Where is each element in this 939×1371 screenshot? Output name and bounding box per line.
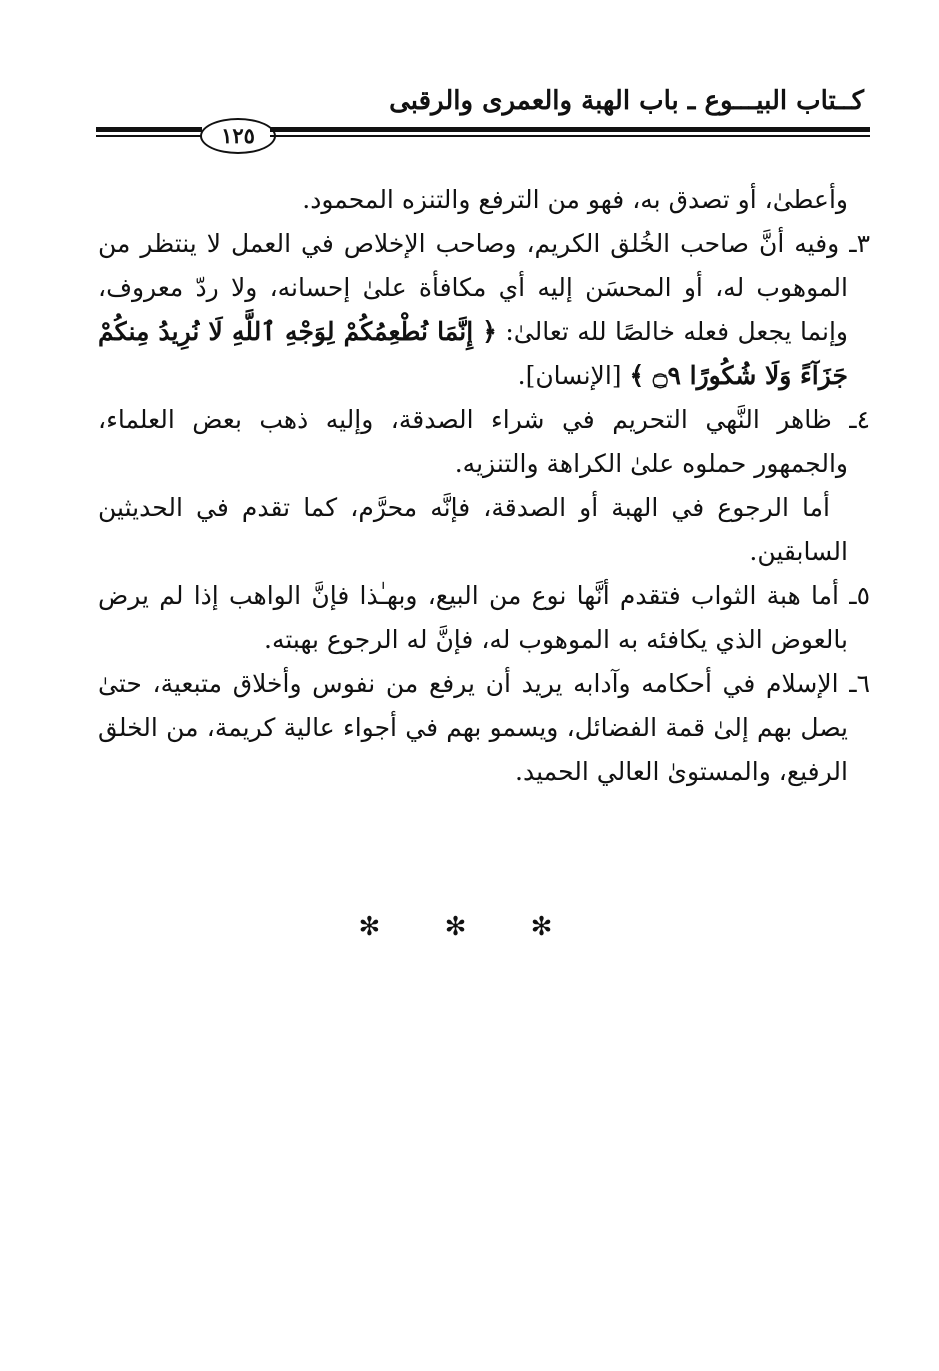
running-title: كــتاب البيـــوع ـ باب الهبة والعمرى والرقبى [389,86,864,116]
quran-verse: ﴿ إِنَّمَا نُطْعِمُكُمْ لِوَجْهِ ٱللَّهِ لَا نُرِيدُ مِنكُمْ جَزَآءً وَلَا شُكُورًا ۝٩ ﴾ [98,317,848,390]
paragraph-number: ٦ـ [849,669,870,698]
paragraph-point-4 [98,398,870,486]
paragraph-text: وفيه أنَّ صاحب الخُلق الكريم، وصاحب الإخلاص في العمل لا ينتظر من الموهوب له، أو المحسَن إليه أي مكافأة علىٰ إحسانه، ولا ردّ معروف، وإنما يجعل فعله خالصًا لله تعالىٰ: [98,229,849,346]
page-number: ١٢٥ [200,118,276,154]
paragraph-point-5 [98,574,870,662]
header-rule-right [270,127,870,141]
paragraph-number: ٣ـ [849,229,870,258]
paragraph-text: ظاهر النَّهي التحريم في شراء الصدقة، وإليه ذهب بعض العلماء، والجمهور حملوه علىٰ الكراهة والتنزيه. [98,405,848,478]
page-header [96,86,870,156]
verse-reference: [الإنسان]. [517,361,622,390]
paragraph-point-6 [98,662,870,794]
paragraph-point-4-continued [98,486,870,574]
paragraph-continuation [98,178,870,222]
paragraph-point-3 [98,222,870,398]
header-rule [96,118,870,152]
header-rule-left [96,127,202,141]
paragraph-text: الإسلام في أحكامه وآدابه يريد أن يرفع من نفوس وأخلاق متبعية، حتىٰ يصل بهم إلىٰ قمة الفضائل، ويسمو بهم في أجواء عالية كريمة، من الخلق الرفيع، والمستوىٰ العالي الحميد. [98,669,848,786]
body-text [98,178,870,794]
paragraph-text: أما الرجوع في الهبة أو الصدقة، فإنَّه محرَّم، كما تقدم في الحديثين السابقين. [98,493,848,566]
paragraph-text: وأعطىٰ، أو تصدق به، فهو من الترفع والتنزه المحمود. [302,185,848,214]
section-separator: ✻ ✻ ✻ [358,912,581,942]
paragraph-number: ٥ـ [849,581,870,610]
paragraph-number: ٤ـ [849,405,870,434]
paragraph-text: أما هبة الثواب فتقدم أنَّها نوع من البيع، وبهـٰذا فإنَّ الواهب إذا لم يرض بالعوض الذي يكافئه به الموهوب له، فإنَّ له الرجوع بهبته. [98,581,848,654]
